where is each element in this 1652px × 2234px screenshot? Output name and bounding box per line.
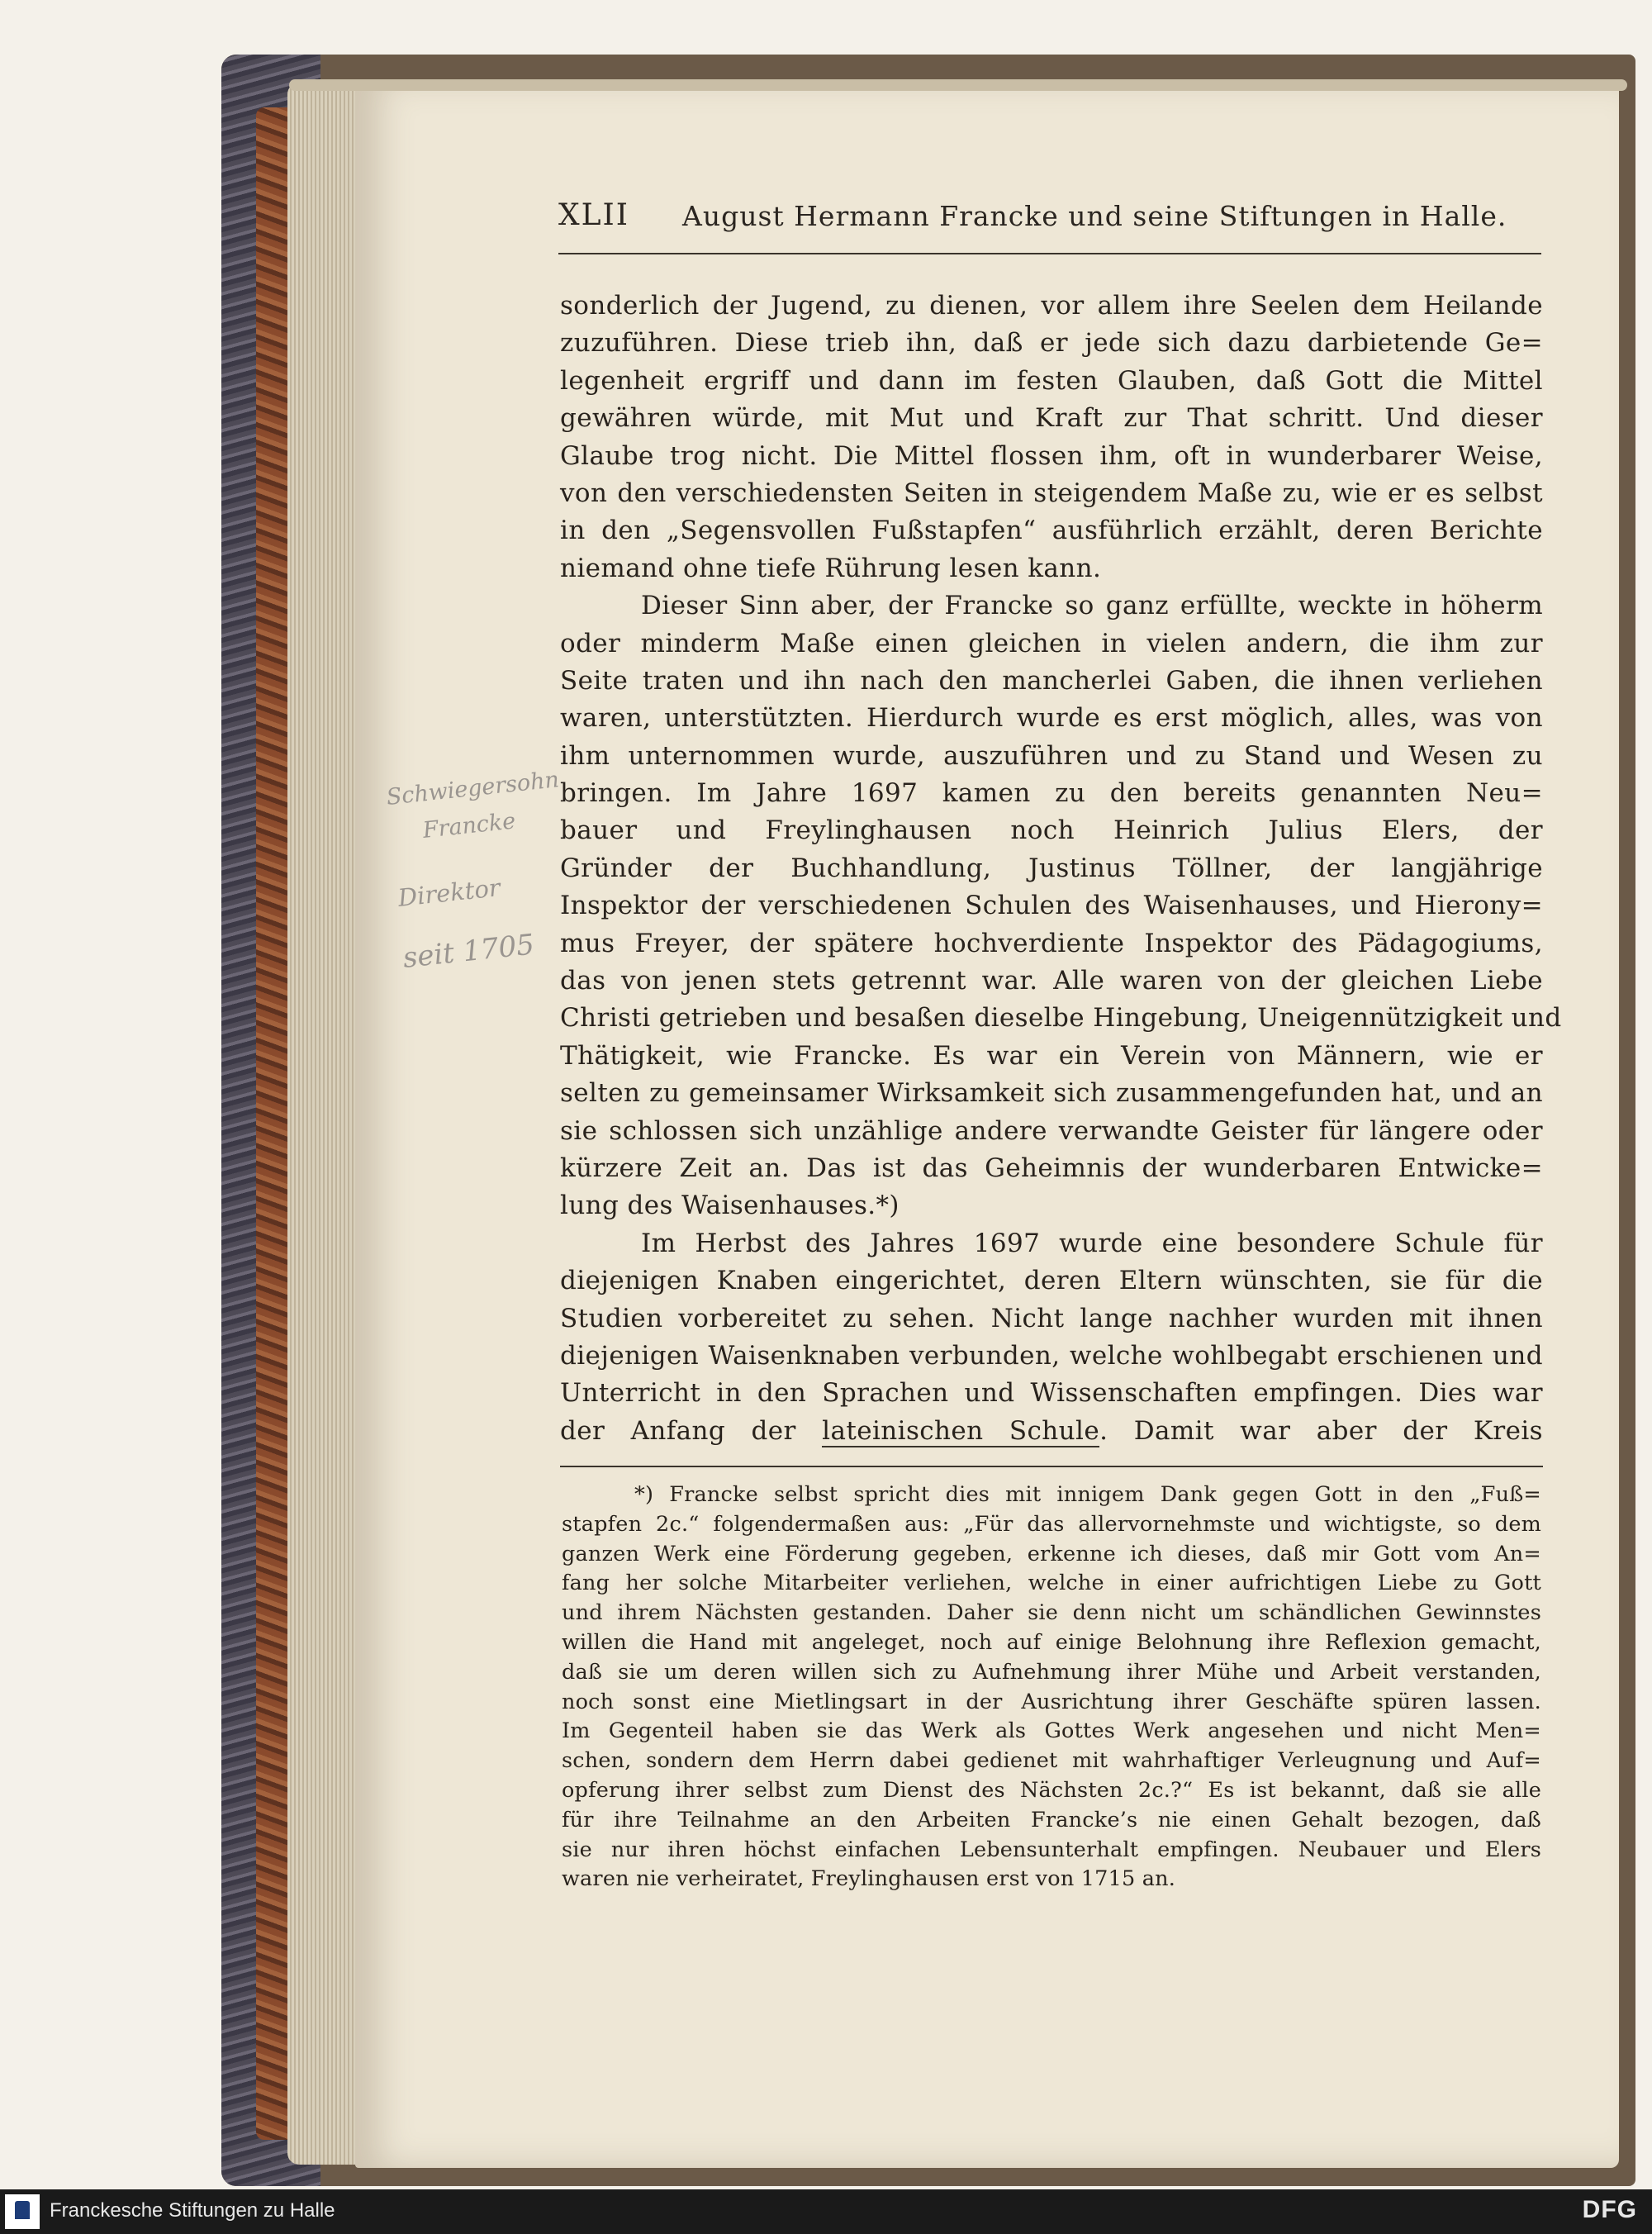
text-line: Glaube trog nicht. Die Mittel flossen ihm, oft in wunderbarer Weise,: [560, 440, 1543, 471]
header-rule: [558, 253, 1541, 254]
text-line: Seite traten und ihn nach den mancherlei Gaben, die ihnen verliehen: [560, 665, 1543, 696]
main-text: [560, 288, 1562, 1450]
footnote-line: waren nie verheiratet, Freylinghausen erst von 1715 an.: [562, 1866, 1176, 1892]
text-line: Gründer der Buchhandlung, Justinus Töllner, der langjährige: [560, 853, 1543, 883]
text-line: sonderlich der Jugend, zu dienen, vor allem ihre Seelen dem Heilande: [560, 291, 1543, 321]
text-line: Dieser Sinn aber, der Francke so ganz erfüllte, weckte in höherm: [641, 591, 1543, 621]
text-line: selten zu gemeinsamer Wirksamkeit sich zusammengefunden hat, und an: [560, 1078, 1543, 1109]
footnote-line: fang her solche Mitarbeiter verliehen, welche in einer aufrichtigen Liebe zu Gott: [562, 1571, 1541, 1596]
text-after-underline: . Damit war aber der Kreis: [1099, 1415, 1543, 1446]
margin-note: Francke: [421, 808, 517, 844]
footnote-line: sie nur ihren höchst einfachen Lebensunterhalt empfingen. Neubauer und Elers: [562, 1837, 1541, 1862]
text-line: sie schlossen sich unzählige andere verwandte Geister für längere oder: [560, 1115, 1543, 1146]
footnote-line: willen die Hand mit angeleget, noch auf einige Belohnung ihre Reflexion gemacht,: [562, 1629, 1541, 1655]
text-line: niemand ohne tiefe Rührung lesen kann.: [560, 553, 1102, 583]
footnote-line: schen, sondern dem Herrn dabei gedienet mit wahrhaftiger Verleugnung und Auf=: [562, 1748, 1541, 1774]
footnote-line: und ihrem Nächsten gestanden. Daher sie denn nicht um schändlichen Gewinnstes: [562, 1600, 1541, 1626]
text-line: Christi getrieben und besaßen dieselbe Hingebung, Uneigennützigkeit und: [560, 1003, 1562, 1034]
text-line: waren, unterstützten. Hierdurch wurde es erst möglich, alles, was von: [560, 703, 1543, 734]
footnote-rule: [560, 1466, 1543, 1467]
footnote-line: Im Gegenteil haben sie das Werk als Gottes Werk angesehen und nicht Men=: [562, 1718, 1541, 1744]
page-number: XLII: [558, 198, 629, 232]
page-top-edge: [289, 79, 1627, 91]
text-line: von den verschiedensten Seiten in steigendem Maße zu, wie er es selbst: [560, 478, 1543, 508]
footnote-line: für ihre Teilnahme an den Arbeiten Francke’s nie einen Gehalt bezogen, daß: [562, 1807, 1541, 1832]
footnote-line: *) Francke selbst spricht dies mit innigem Dank gegen Gott in den „Fuß=: [634, 1482, 1541, 1507]
text-line: zuzuführen. Diese trieb ihn, daß er jede sich dazu darbietende Ge=: [560, 328, 1543, 359]
margin-note: seit 1705: [401, 928, 536, 975]
text-line: in den „Segensvollen Fußstapfen“ ausführlich erzählt, deren Berichte: [560, 516, 1543, 546]
text-line: legenheit ergriff und dann im festen Glauben, daß Gott die Mittel: [560, 365, 1543, 396]
text-line: Unterricht in den Sprachen und Wissenschaften empfingen. Dies war: [560, 1378, 1543, 1409]
text-line: kürzere Zeit an. Das ist das Geheimnis der wunderbaren Entwicke=: [560, 1153, 1543, 1183]
margin-note: Direktor: [396, 873, 502, 912]
footnote-line: stapfen 2c.“ folgendermaßen aus: „Für das allervornehmste und wichtigste, so dem: [562, 1511, 1541, 1537]
institution-name: Franckesche Stiftungen zu Halle: [50, 2199, 335, 2222]
text-line: das von jenen stets getrennt war. Alle waren von der gleichen Liebe: [560, 966, 1543, 996]
text-before-underline: der Anfang der: [560, 1415, 823, 1446]
institution-logo-icon: [5, 2194, 40, 2229]
footnote-line: noch sonst eine Mietlingsart in der Ausrichtung ihrer Geschäfte spüren lassen.: [562, 1689, 1541, 1714]
text-line: Im Herbst des Jahres 1697 wurde eine besondere Schule für: [641, 1228, 1543, 1258]
underlined-text: lateinischen Schule: [822, 1415, 1100, 1446]
text-line: ihm unternommen wurde, auszuführen und zu Stand und Wesen zu: [560, 740, 1543, 771]
dfg-logo: DFG: [1582, 2196, 1637, 2223]
footnote: [562, 1481, 1541, 1894]
page-header: [558, 198, 1541, 240]
text-line: [560, 1413, 1543, 1450]
text-line: Studien vorbereitet zu sehen. Nicht lange nachher wurden mit ihnen: [560, 1303, 1543, 1333]
text-line: mus Freyer, der spätere hochverdiente Inspektor des Pädagogiums,: [560, 928, 1543, 958]
footnote-line: ganzen Werk eine Förderung gegeben, erkenne ich dieses, daß mir Gott vom An=: [562, 1541, 1541, 1566]
text-line: lung des Waisenhauses.*): [560, 1191, 900, 1221]
footnote-line: opferung ihrer selbst zum Dienst des Nächsten 2c.?“ Es ist bekannt, daß sie alle: [562, 1777, 1541, 1803]
footnote-line: daß sie um deren willen sich zu Aufnehmung ihrer Mühe und Arbeit verstanden,: [562, 1659, 1541, 1685]
text-line: bauer und Freylinghausen noch Heinrich Julius Elers, der: [560, 815, 1543, 846]
text-line: oder minderm Maße einen gleichen in vielen andern, die ihm zur: [560, 628, 1543, 658]
text-line: Inspektor der verschiedenen Schulen des Waisenhauses, und Hierony=: [560, 891, 1543, 921]
running-title: August Hermann Francke und seine Stiftungen in Halle.: [682, 200, 1507, 232]
text-line: gewähren würde, mit Mut und Kraft zur That schritt. Und dieser: [560, 403, 1543, 434]
viewer-footer: [0, 2189, 1652, 2234]
text-line: diejenigen Waisenknaben verbunden, welche wohlbegabt erschienen und: [560, 1340, 1543, 1371]
text-line: diejenigen Knaben eingerichtet, deren Eltern wünschten, sie für die: [560, 1266, 1543, 1296]
text-line: bringen. Im Jahre 1697 kamen zu den bereits genannten Neu=: [560, 778, 1543, 809]
text-line: Thätigkeit, wie Francke. Es war ein Verein von Männern, wie er: [560, 1040, 1543, 1071]
margin-note: Schwiegersohn: [385, 767, 561, 810]
